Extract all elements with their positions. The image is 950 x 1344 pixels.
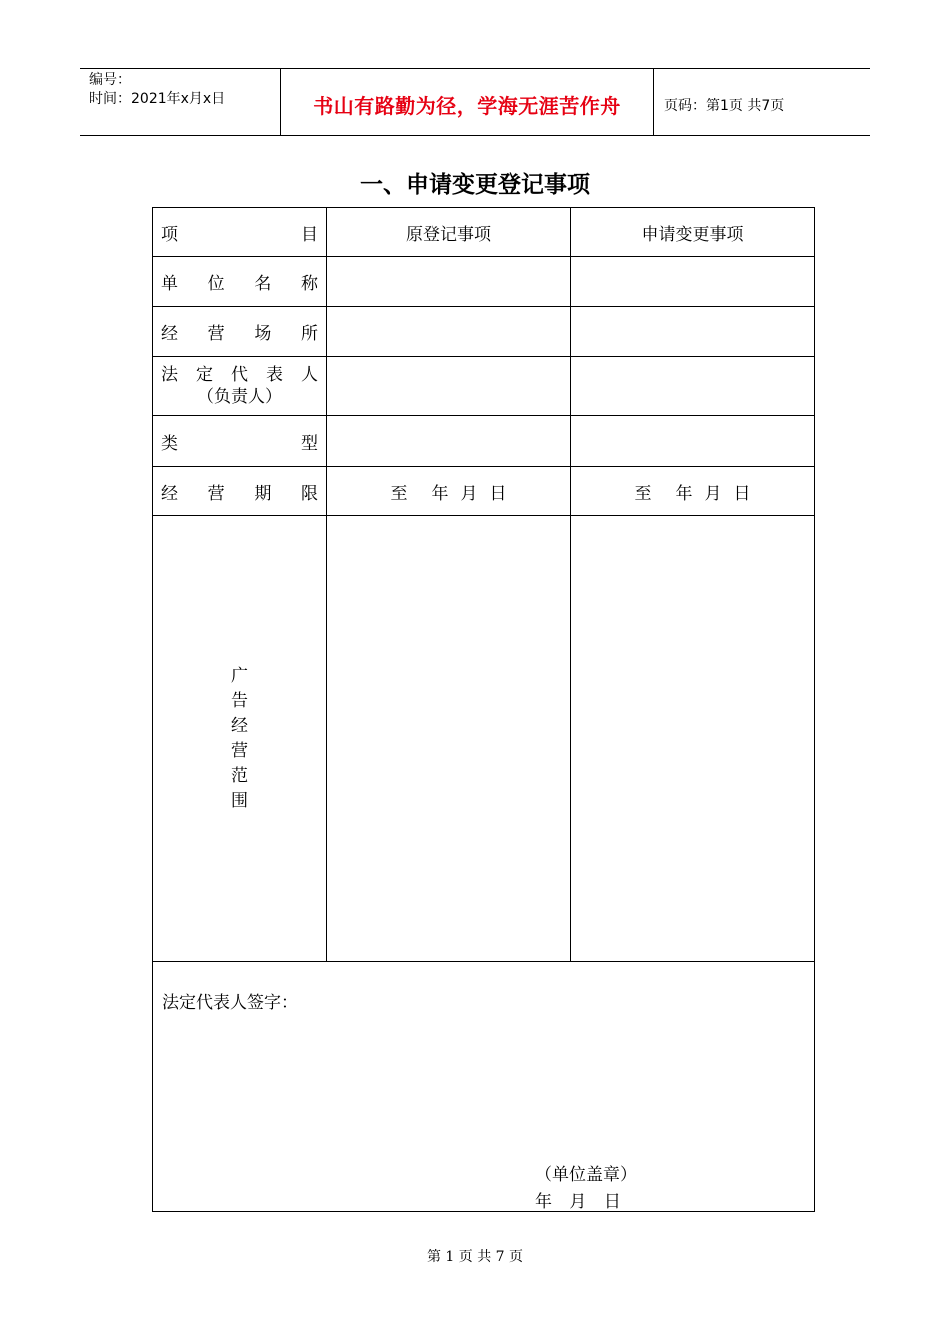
header-change: 申请变更事项 [571,208,815,257]
type-original-field[interactable] [327,416,571,467]
change-registration-table [152,207,815,1212]
legal-rep-original-field[interactable] [327,357,571,416]
document-number-label: 编号： [89,72,131,88]
row-business-period [153,467,815,516]
header-motto: 书山有路勤为径，学海无涯苦作舟 [281,69,654,135]
business-place-change-field[interactable] [571,307,815,357]
signature-label: 法定代表人签字： [162,993,298,1013]
signature-area[interactable] [153,962,815,1212]
row-legal-rep [153,357,815,416]
header-original: 原登记事项 [327,208,571,257]
header-item: 项 目 [153,208,327,257]
page-footer: 第 1 页 共 7 页 [426,1249,524,1265]
label-legal-rep: 法 定 代 表 人 （负责人） [153,357,327,416]
label-ad-scope: 广 告 经 营 范 围 [153,516,327,962]
seal-label: （单位盖章） [535,1165,637,1185]
row-unit-name [153,257,815,307]
row-business-place [153,307,815,357]
ad-scope-change-field[interactable] [571,516,815,962]
legal-rep-change-field[interactable] [571,357,815,416]
business-place-original-field[interactable] [327,307,571,357]
ad-scope-original-field[interactable] [327,516,571,962]
row-type [153,416,815,467]
unit-name-change-field[interactable] [571,257,815,307]
row-signature [153,962,815,1212]
header-meta [80,69,281,135]
business-period-original-field[interactable]: 至 年 月 日 [327,467,571,516]
label-business-place: 经 营 场 所 [153,307,327,357]
header-page-label: 页码：第1页 共7页 [664,98,785,114]
label-business-period: 经 营 期 限 [153,467,327,516]
label-legal-rep-sub: （负责人） [197,387,282,407]
page-title: 一、申请变更登记事项 [360,171,590,198]
page-header [80,68,870,136]
seal-date: 年 月 日 [535,1192,621,1212]
label-unit-name: 单 位 名 称 [153,257,327,307]
label-type: 类 型 [153,416,327,467]
business-period-change-field[interactable]: 至 年 月 日 [571,467,815,516]
unit-name-original-field[interactable] [327,257,571,307]
document-time-label: 时间：2021年x月x日 [89,91,226,107]
table-header-row [153,208,815,257]
type-change-field[interactable] [571,416,815,467]
row-ad-scope [153,516,815,962]
